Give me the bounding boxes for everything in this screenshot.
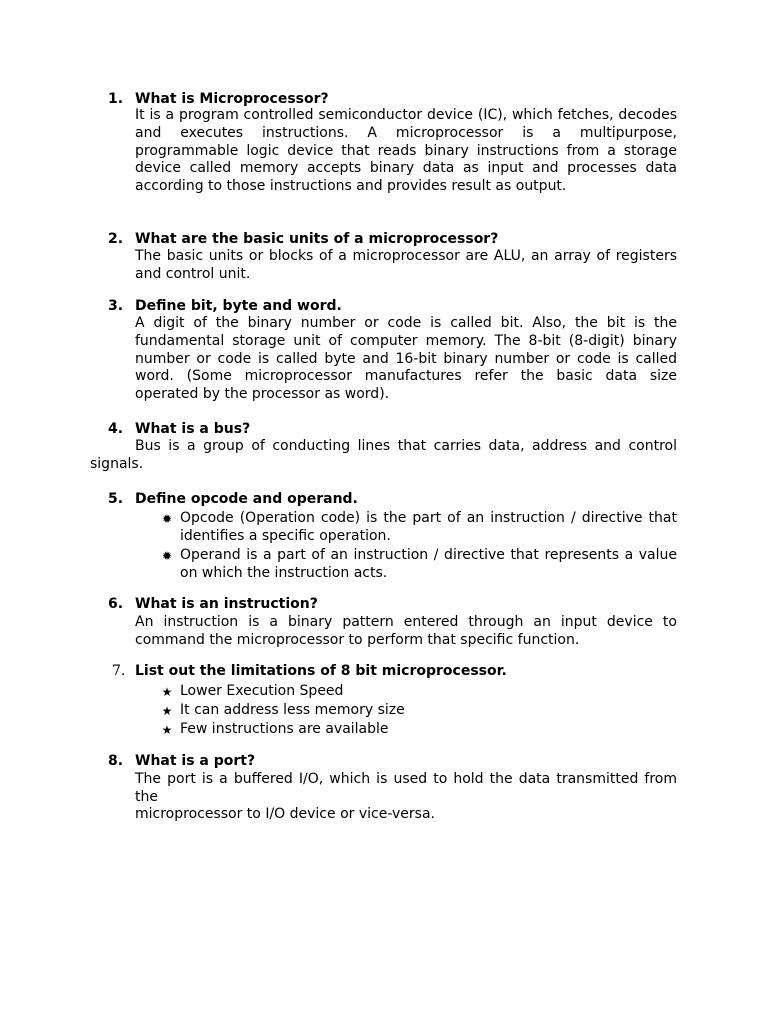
question-answer: The basic units or blocks of a microprocessor are ALU, an array of registers and control unit. [135,248,677,282]
list-item-text: Few instructions are available [180,721,389,737]
list-item-text: Operand is a part of an instruction / directive that represents a value on which the instruction acts. [180,547,677,581]
question-number: 8. [108,753,124,769]
question-number: 2. [108,231,124,247]
question-number: 5. [108,491,124,507]
star-bullet-icon: ★ [161,704,173,718]
question-answer-continued: microprocessor to I/O device or vice-versa. [135,806,435,822]
question-number: 4. [108,421,124,437]
question-answer: It is a program controlled semiconductor device (IC), which fetches, decodes and executes instructions. A microprocessor is a multipurpose, programmable logic device that reads binary instructions from a storage device called memory accepts binary data as input and processes data according to those instructions and provides result as output. [135,107,677,195]
question-title: What are the basic units of a microprocessor? [135,231,499,247]
question-title: What is a port? [135,753,256,769]
question-title: What is Microprocessor? [135,91,329,107]
question-number: 7. [112,663,126,679]
question-title: Define bit, byte and word. [135,298,342,314]
question-answer: Bus is a group of conducting lines that carries data, address and control signals. [90,438,677,472]
question-number: 1. [108,91,124,107]
question-number: 6. [108,596,124,612]
question-answer: A digit of the binary number or code is called bit. Also, the bit is the fundamental storage unit of computer memory. The 8-bit (8-digit) binary number or code is called byte and 16-bit binary number or code is called word. (Some microprocessor manufactures refer the basic data size operated by the processor as word). [135,315,677,403]
question-title: What is a bus? [135,421,251,437]
star-bullet-icon: ★ [161,723,173,737]
star-bullet-icon: ★ [161,685,173,699]
gear-bullet-icon: ✹ [161,549,173,563]
question-title: List out the limitations of 8 bit microprocessor. [135,663,507,679]
question-answer: The port is a buffered I/O, which is used to hold the data transmitted from the [135,771,677,805]
question-title: Define opcode and operand. [135,491,358,507]
question-title: What is an instruction? [135,596,318,612]
list-item-text: It can address less memory size [180,702,405,718]
list-item-text: Opcode (Operation code) is the part of an instruction / directive that identifies a specific operation. [180,510,677,544]
question-number: 3. [108,298,124,314]
gear-bullet-icon: ✹ [161,512,173,526]
question-answer: An instruction is a binary pattern entered through an input device to command the microprocessor to perform that specific function. [135,614,677,648]
list-item-text: Lower Execution Speed [180,683,344,699]
